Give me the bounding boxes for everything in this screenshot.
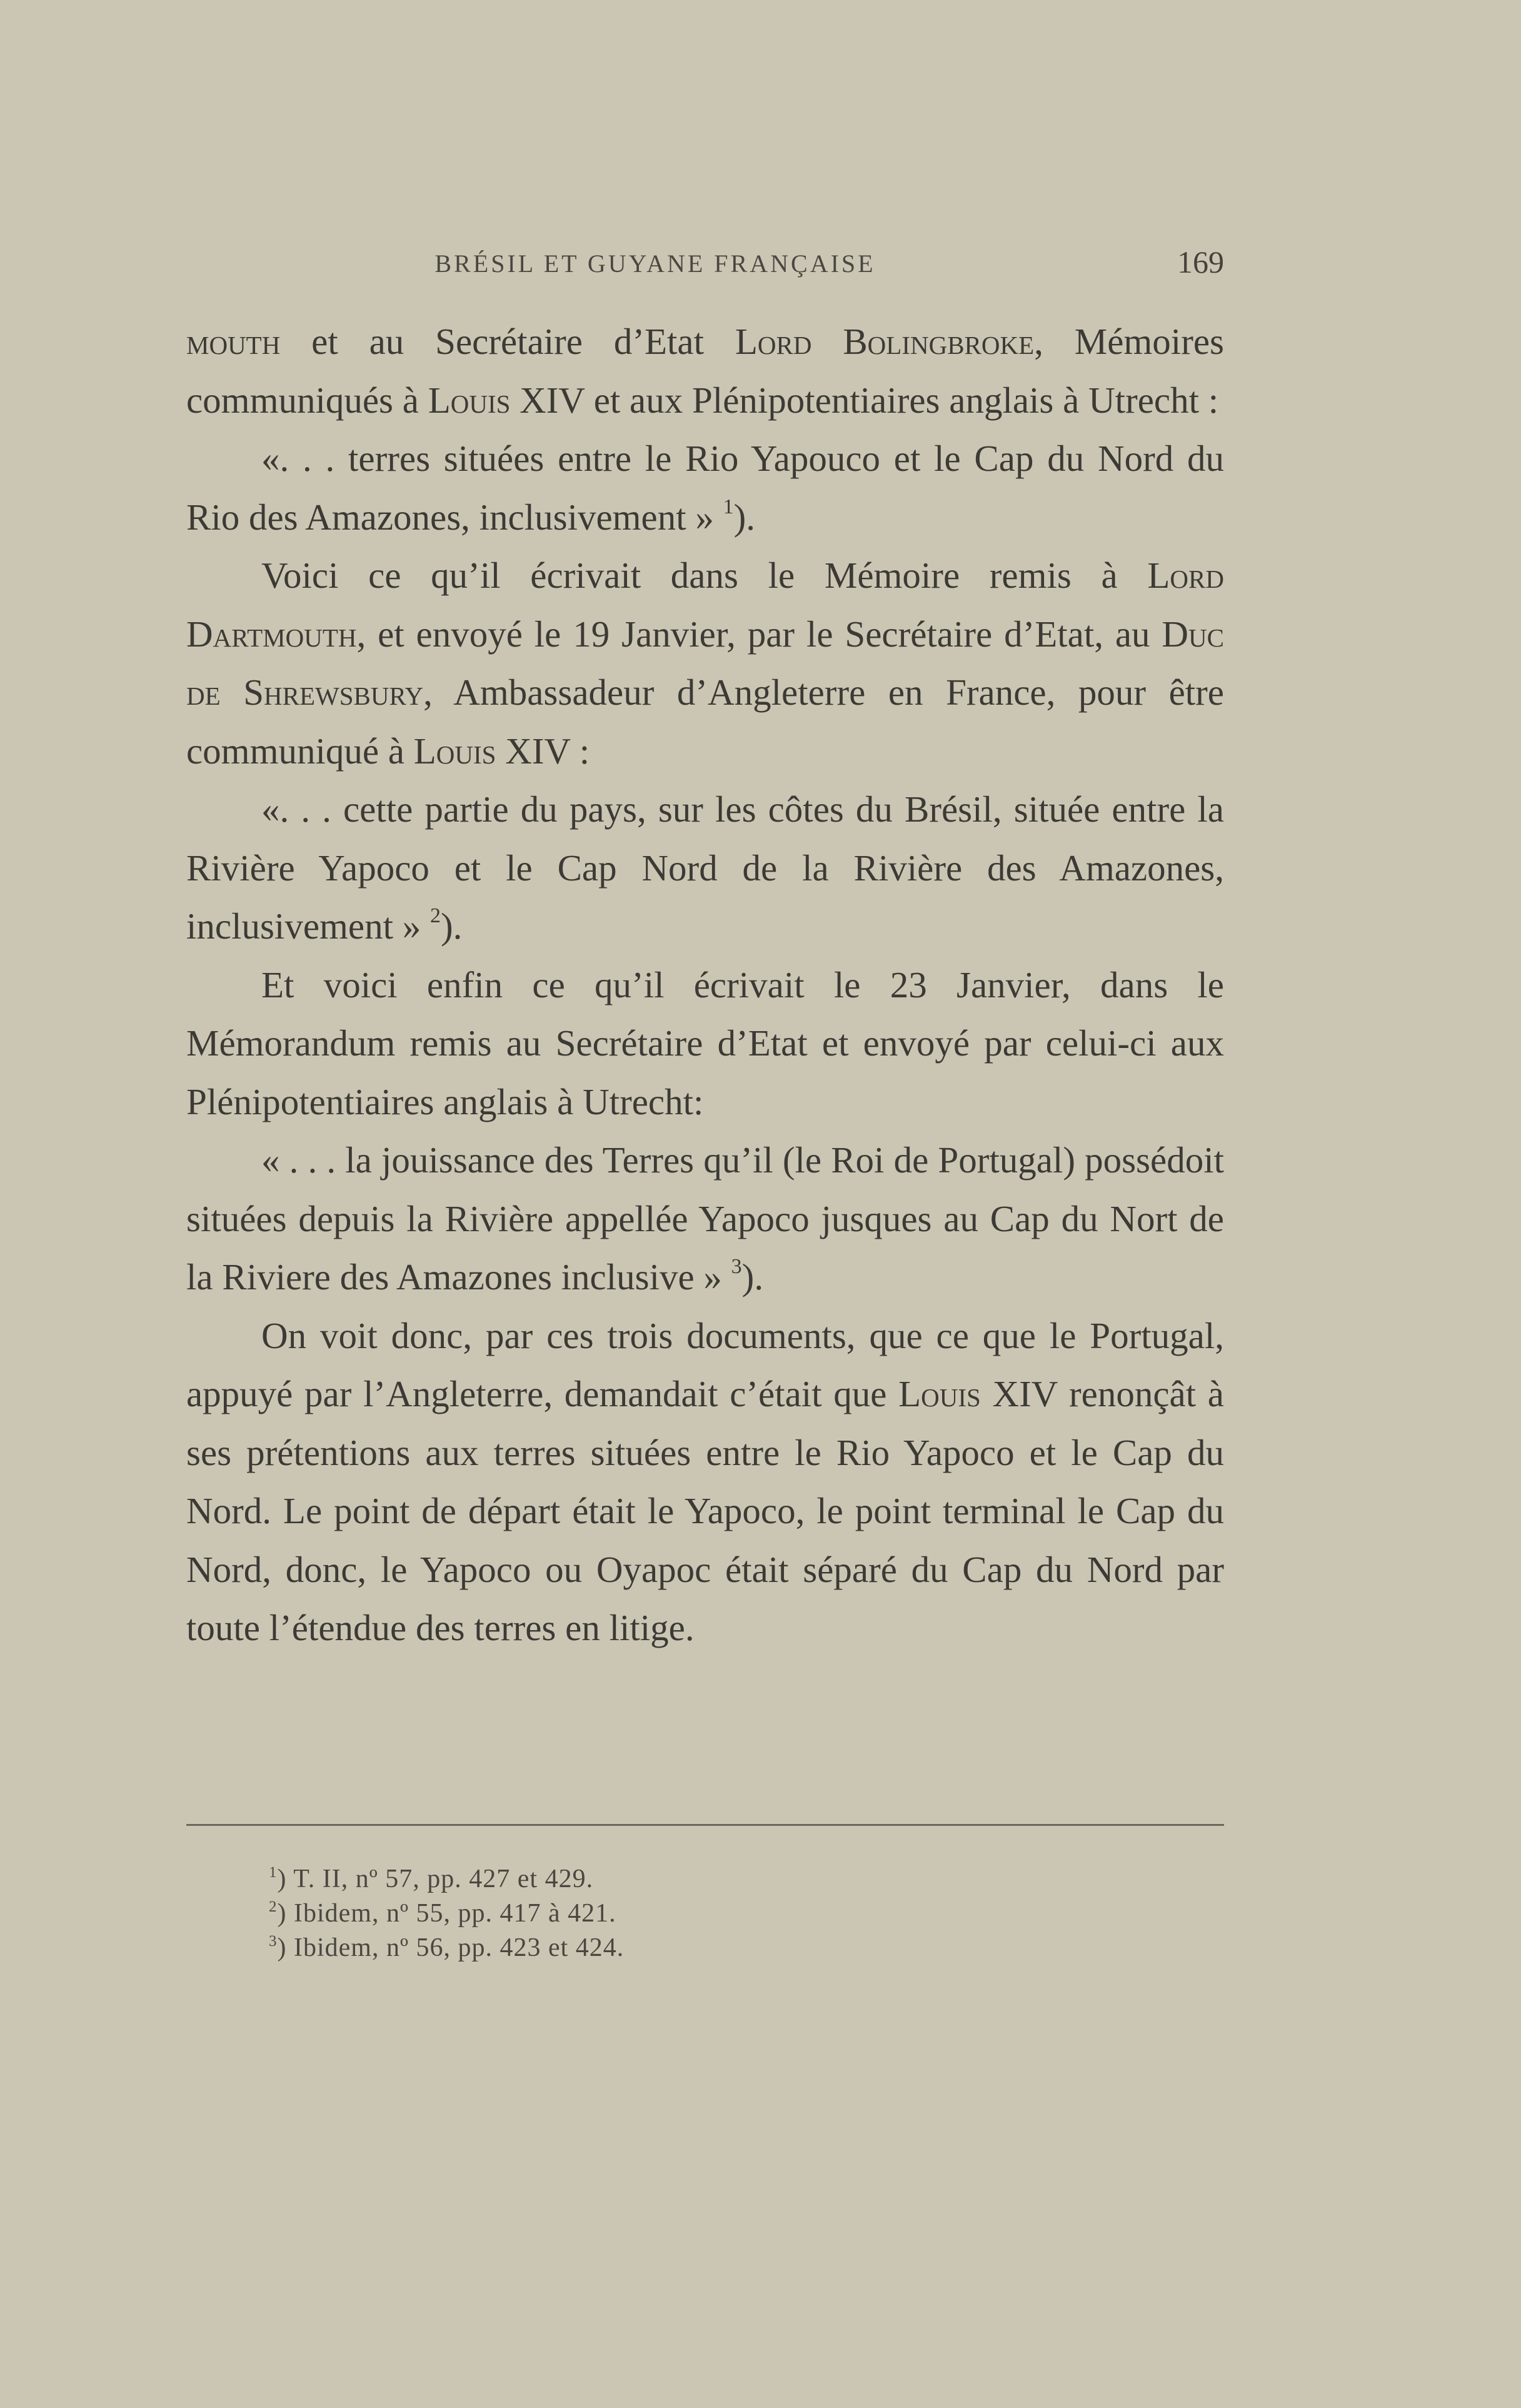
footnote-mark: 1	[269, 1864, 278, 1881]
text-run: et au Secrétaire d’Etat	[280, 321, 735, 362]
person-name: Duc de Shrewsbury	[186, 613, 1224, 713]
footnote-ref: 3	[731, 1255, 742, 1278]
footnote-text: ) T. II, nº 57, pp. 427 et 429.	[277, 1865, 594, 1893]
quote-text: «. . . terres situées entre le Rio Yapouco et le Cap du Nord du Rio des Amazones, inclusivement »	[186, 438, 1224, 538]
person-name: Lord Dartmouth	[186, 555, 1224, 655]
footnote-1	[269, 1862, 1144, 1897]
quotation-3	[186, 1131, 1224, 1307]
paragraph-1	[186, 313, 1224, 430]
footnote-text: ) Ibidem, nº 55, pp. 417 à 421.	[277, 1899, 616, 1928]
text-run: , Ambassadeur d’Angleterre en France, pour être communiqué à	[186, 672, 1224, 772]
quote-end: ).	[733, 496, 756, 538]
text-run: XIV :	[496, 730, 590, 772]
text-run: On voit donc, par ces trois documents, que ce que le Portugal, appuyé par l’Angleterre, demandait c’était que	[186, 1314, 1224, 1414]
footnote-2	[269, 1897, 1144, 1931]
page-number: 169	[1177, 244, 1224, 280]
paragraph-3	[186, 956, 1224, 1132]
text-run: XIV renonçât à ses prétentions aux terres situées entre le Rio Yapoco et le Cap du Nord. Le point de départ était le Yapoco, le point terminal le Cap du Nord, donc, le Yapoco ou Oyapoc était séparé du Cap du Nord par toute l’étendue des terres en litige.	[186, 1373, 1224, 1648]
footnote-mark: 2	[269, 1898, 278, 1915]
text-run: , Mémoires communiqués à	[186, 321, 1224, 421]
footnote-ref: 1	[723, 495, 734, 518]
name-fragment: mouth	[186, 321, 281, 362]
footnote-text: ) Ibidem, nº 56, pp. 423 et 424.	[277, 1933, 625, 1962]
paragraph-2	[186, 547, 1224, 780]
footnote-mark: 3	[269, 1933, 278, 1950]
quote-end: ).	[440, 905, 463, 947]
person-name: Louis	[898, 1373, 981, 1414]
running-title: BRÉSIL ET GUYANE FRANÇAISE	[434, 249, 876, 278]
quotation-2	[186, 780, 1224, 956]
text-run: XIV et aux Plénipotentiaires anglais à Utrecht :	[510, 379, 1219, 421]
person-name: Louis	[428, 379, 511, 421]
running-head	[186, 240, 1224, 290]
text-run: , et envoyé le 19 Janvier, par le Secrétaire d’Etat, au	[356, 613, 1162, 655]
text-run: Et voici enfin ce qu’il écrivait le 23 Janvier, dans le Mémorandum remis au Secrétaire d’Etat et envoyé par celui-ci aux Plénipotentiaires anglais à Utrecht:	[186, 964, 1224, 1122]
footnote-3	[269, 1931, 1144, 1965]
quote-end: ).	[741, 1256, 764, 1297]
body-text	[186, 313, 1224, 1658]
person-name: Louis	[413, 730, 496, 772]
footnote-divider	[186, 1824, 1224, 1826]
quote-text: «. . . cette partie du pays, sur les côtes du Brésil, située entre la Rivière Yapoco et le Cap Nord de la Rivière des Amazones, inclusivement »	[186, 788, 1224, 947]
quote-text: « . . . la jouissance des Terres qu’il (le Roi de Portugal) possédoit situées depuis la Rivière appellée Yapoco jusques au Cap du Nort de la Riviere des Amazones inclusive »	[186, 1139, 1224, 1297]
paragraph-4	[186, 1307, 1224, 1658]
footnote-ref: 2	[429, 904, 441, 927]
footnotes	[269, 1862, 1144, 1965]
quotation-1	[186, 430, 1224, 547]
person-name: Lord Bolingbroke	[735, 321, 1035, 362]
text-run: Voici ce qu’il écrivait dans le Mémoire remis à	[261, 555, 1148, 596]
